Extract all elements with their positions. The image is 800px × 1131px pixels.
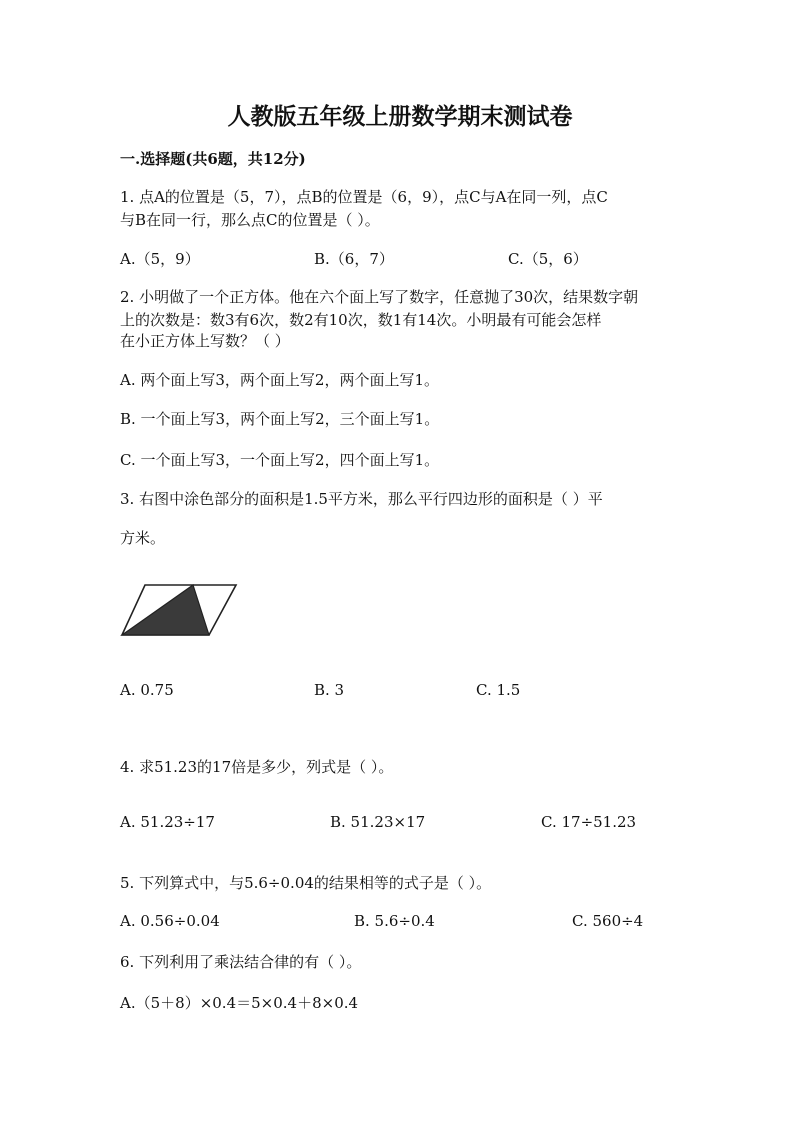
question-2-option-a: A. 两个面上写3，两个面上写2，两个面上写1。 — [120, 371, 440, 389]
question-1-line-2: 与B在同一行，那么点C的位置是（ ）。 — [120, 211, 380, 229]
question-3-option-a: A. 0.75 — [120, 681, 174, 699]
question-2-line-2: 上的次数是：数3有6次，数2有10次，数1有14次。小明最有可能会怎样 — [120, 311, 602, 329]
question-3-line-1: 3. 右图中涂色部分的面积是1.5平方米，那么平行四边形的面积是（ ）平 — [120, 490, 603, 508]
question-4-option-a: A. 51.23÷17 — [120, 813, 215, 831]
question-5-option-c: C. 560÷4 — [572, 912, 644, 930]
section-heading: 一.选择题(共6题，共12分) — [120, 150, 306, 168]
question-3-option-b: B. 3 — [314, 681, 345, 699]
question-6-line-1: 6. 下列利用了乘法结合律的有（ ）。 — [120, 953, 362, 971]
question-5-option-b: B. 5.6÷0.4 — [354, 912, 435, 930]
question-3-option-c: C. 1.5 — [476, 681, 521, 699]
question-3-line-2: 方米。 — [120, 529, 166, 547]
question-1-option-a: A.（5，9） — [120, 250, 200, 268]
question-1-option-b: B.（6，7） — [314, 250, 394, 268]
page-title: 人教版五年级上册数学期末测试卷 — [227, 103, 573, 130]
question-2-option-c: C. 一个面上写3，一个面上写2，四个面上写1。 — [120, 451, 440, 469]
question-4-option-c: C. 17÷51.23 — [541, 813, 637, 831]
question-5-option-a: A. 0.56÷0.04 — [120, 912, 220, 930]
question-4-option-b: B. 51.23×17 — [330, 813, 426, 831]
question-2-option-b: B. 一个面上写3，两个面上写2，三个面上写1。 — [120, 410, 440, 428]
question-5-line-1: 5. 下列算式中，与5.6÷0.04的结果相等的式子是（ ）。 — [120, 874, 492, 892]
question-2-line-1: 2. 小明做了一个正方体。他在六个面上写了数字，任意抛了30次，结果数字朝 — [120, 288, 639, 306]
question-4-line-1: 4. 求51.23的17倍是多少，列式是（ ）。 — [120, 758, 394, 776]
parallelogram-figure — [118, 580, 240, 640]
question-1-option-c: C.（5，6） — [508, 250, 588, 268]
question-1-line-1: 1. 点A的位置是（5，7），点B的位置是（6，9），点C与A在同一列，点C — [120, 188, 608, 206]
question-6-option-a: A.（5＋8）×0.4＝5×0.4＋8×0.4 — [120, 994, 359, 1012]
question-2-line-3: 在小正方体上写数？（ ） — [120, 332, 290, 350]
